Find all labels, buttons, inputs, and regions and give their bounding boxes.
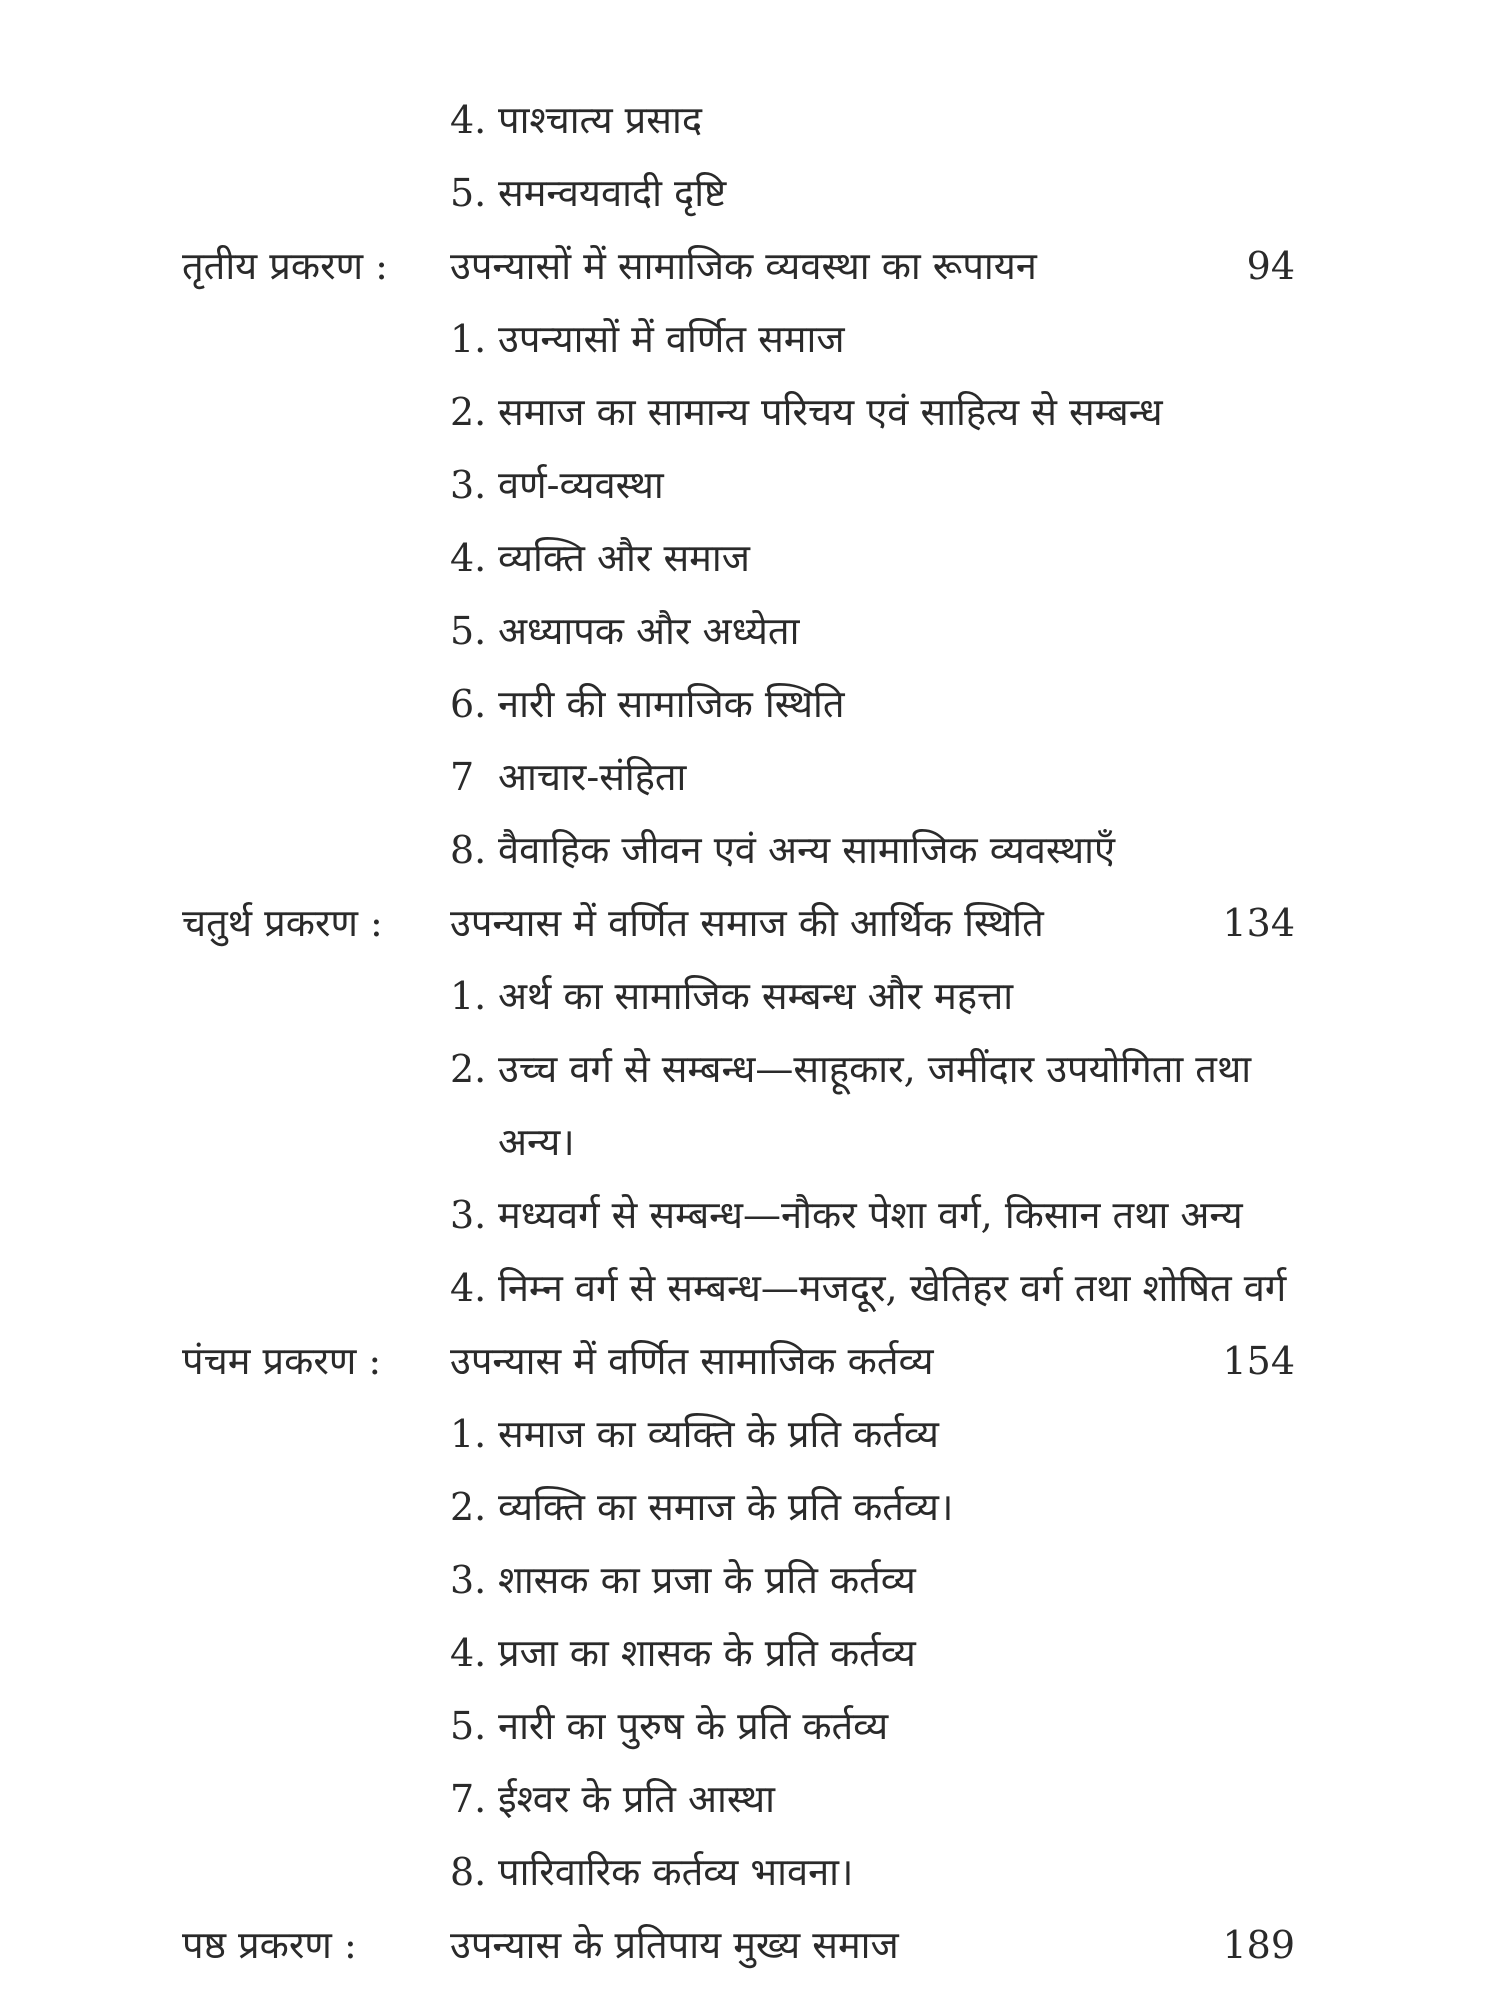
item-text: अर्थ का सामाजिक सम्बन्ध और महत्ता (498, 974, 1014, 1018)
item-text: व्यक्ति और समाज (498, 536, 750, 580)
item-number: 8. (450, 828, 487, 872)
toc-item (450, 455, 664, 515)
toc-item (450, 90, 702, 150)
item-text: समाज का सामान्य परिचय एवं साहित्य से सम्बन्ध (498, 390, 1163, 434)
toc-item (450, 1185, 1243, 1245)
chapter-title: उपन्यास के प्रतिपाय मुख्य समाज (450, 1923, 899, 1967)
toc-item (450, 1039, 1251, 1099)
toc-item (450, 674, 845, 734)
item-number: 6. (450, 682, 487, 726)
item-text: मध्यवर्ग से सम्बन्ध—नौकर पेशा वर्ग, किसान तथा अन्य (498, 1193, 1243, 1237)
toc-item (450, 382, 1163, 442)
item-text: समाज का व्यक्ति के प्रति कर्तव्य (498, 1412, 939, 1456)
item-text: ईश्वर के प्रति आस्था (498, 1777, 776, 1821)
chapter-title: उपन्यास में वर्णित सामाजिक कर्तव्य (450, 1339, 934, 1383)
chapter-label: तृतीय प्रकरण : (182, 244, 388, 288)
item-number: 3. (450, 1193, 487, 1237)
toc-item (450, 1258, 1286, 1318)
item-number: 4. (450, 1266, 487, 1310)
item-number: 3. (450, 463, 487, 507)
chapter-page-number: 154 (1222, 1339, 1295, 1383)
chapter-page-number: 94 (1246, 244, 1295, 288)
toc-item (450, 601, 799, 661)
toc-item (450, 528, 750, 588)
item-text: अध्यापक और अध्येता (498, 609, 800, 653)
item-number: 2. (450, 1047, 487, 1091)
toc-item (450, 1550, 916, 1610)
chapter-label: चतुर्थ प्रकरण : (182, 901, 383, 945)
toc-item (450, 309, 845, 369)
item-number: 2. (450, 390, 487, 434)
toc-item (450, 1842, 853, 1902)
item-text: पाश्चात्य प्रसाद (498, 98, 703, 142)
item-number: 4. (450, 1631, 487, 1675)
item-number: 3. (450, 1558, 487, 1602)
chapter-title: उपन्यास में वर्णित समाज की आर्थिक स्थिति (450, 901, 1044, 945)
toc-item (450, 966, 1013, 1026)
toc-item (450, 1404, 939, 1464)
item-text: नारी का पुरुष के प्रति कर्तव्य (498, 1704, 889, 1748)
toc-item (450, 747, 686, 807)
chapter-page-number: 134 (1222, 901, 1295, 945)
item-text: शासक का प्रजा के प्रति कर्तव्य (498, 1558, 916, 1602)
chapter-label: पष्ठ प्रकरण : (182, 1923, 357, 1967)
item-text: वर्ण-व्यवस्था (498, 463, 664, 507)
toc-item (450, 1623, 916, 1683)
item-number: 4. (450, 98, 487, 142)
item-number: 1. (450, 974, 487, 1018)
item-number: 8. (450, 1850, 487, 1894)
chapter-label: पंचम प्रकरण : (182, 1339, 382, 1383)
toc-item (450, 820, 1115, 880)
item-number: 2. (450, 1485, 487, 1529)
item-number: 1. (450, 317, 487, 361)
toc-item-continuation: अन्य। (498, 1120, 575, 1164)
toc-item (450, 1696, 888, 1756)
item-number: 5. (450, 171, 487, 215)
item-text: वैवाहिक जीवन एवं अन्य सामाजिक व्यवस्थाएँ (498, 828, 1116, 872)
item-number: 7 (450, 755, 475, 799)
item-number: 1. (450, 1412, 487, 1456)
toc-item (450, 1477, 953, 1537)
item-text: प्रजा का शासक के प्रति कर्तव्य (498, 1631, 916, 1675)
item-number: 4. (450, 536, 487, 580)
item-text: व्यक्ति का समाज के प्रति कर्तव्य। (498, 1485, 954, 1529)
item-number: 7. (450, 1777, 487, 1821)
item-text: उपन्यासों में वर्णित समाज (498, 317, 845, 361)
item-text: निम्न वर्ग से सम्बन्ध—मजदूर, खेतिहर वर्ग तथा शोषित वर्ग (498, 1266, 1287, 1310)
item-text: पारिवारिक कर्तव्य भावना। (498, 1850, 854, 1894)
chapter-title: उपन्यासों में सामाजिक व्यवस्था का रूपायन (450, 244, 1037, 288)
item-text: आचार-संहिता (498, 755, 687, 799)
item-text: उच्च वर्ग से सम्बन्ध—साहूकार, जमींदार उपयोगिता तथा (498, 1047, 1252, 1091)
toc-item (450, 1769, 775, 1829)
item-text: नारी की सामाजिक स्थिति (498, 682, 845, 726)
toc-item (450, 163, 726, 223)
item-text: समन्वयवादी दृष्टि (498, 171, 727, 215)
item-number: 5. (450, 1704, 487, 1748)
chapter-page-number: 189 (1222, 1923, 1295, 1967)
item-number: 5. (450, 609, 487, 653)
